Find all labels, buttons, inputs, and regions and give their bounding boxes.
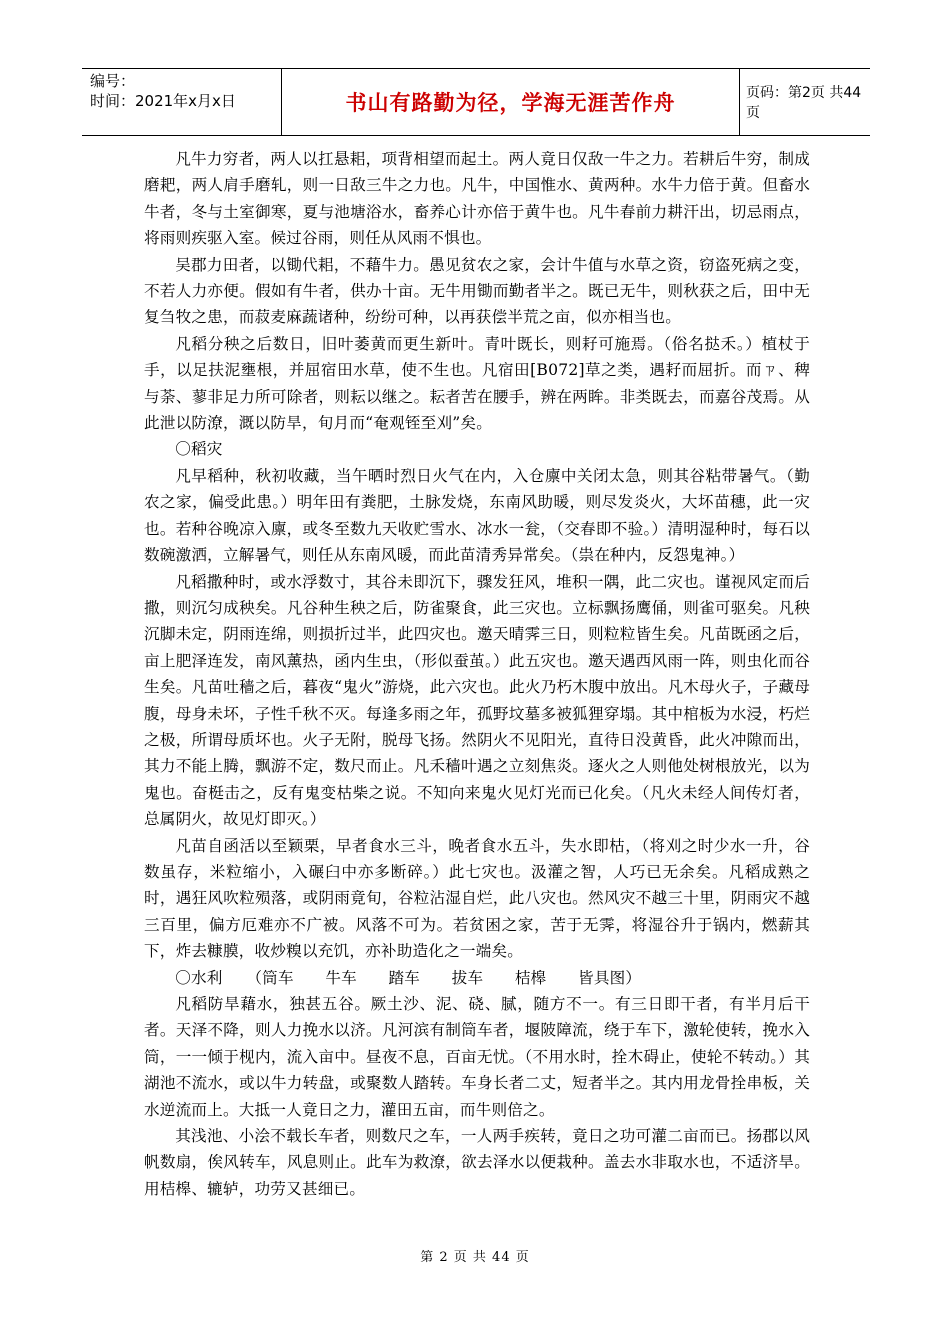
paragraph: 吴郡力田者，以锄代耜，不藉牛力。愚见贫农之家，会计牛值与水草之资，窃盗死病之变，不若人力亦便。假如有牛者，供办十亩。无牛用锄而勤者半之。既已无牛，则秋获之后，田中无复刍牧之患，而菽麦麻蔬诸种，纷纷可种，以再获偿半荒之亩，似亦相当也。	[144, 255, 810, 327]
document-date: 时间：2021年x月x日	[90, 92, 236, 110]
section-heading-rice-disasters: 〇稻灾	[175, 440, 223, 459]
paragraph: 凡稻撒种时，或水浮数寸，其谷未即沉下，骤发狂风，堆积一隅，此二灾也。谨视风定而后撒，则沉匀成秧矣。凡谷种生秧之后，防雀聚食，此三灾也。立标飘扬鹰俑，则雀可驱矣。凡秧沉脚未定，阴雨连绵，则损折过半，此四灾也。邀天晴霁三日，则粒粒皆生矣。凡苗既函之后，亩上肥泽连发，南风薰热，函内生虫，（形似蚕茧。）此五灾也。邀天遇西风雨一阵，则虫化而谷生矣。凡苗吐穑之后，暮夜“鬼火”游烧，此六灾也。此火乃朽木腹中放出。凡木母火子，子藏母腹，母身未坏，子性千秋不灭。每逢多雨之年，孤野坟墓多被狐狸穿塌。其中棺板为水浸，朽烂之极，所谓母质坏也。火子无附，脱母飞扬。然阴火不见阳光，直待日没黄昏，此火冲隙而出，其力不能上腾，飘游不定，数尺而止。凡禾穑叶遇之立刻焦炎。逐火之人则他处树根放光，以为鬼也。奋梃击之，反有鬼变枯柴之说。不知向来鬼火见灯光而已化矣。（凡火未经人间传灯者，总属阴火，故见灯即灭。）	[144, 572, 810, 829]
paragraph: 其浅池、小浍不载长车者，则数尺之车，一人两手疾转，竟日之功可灌二亩而已。扬郡以风帆数扇，俟风转车，风息则止。此车为救潦，欲去泽水以便栽种。盖去水非取水也，不适济旱。用桔槔、辘轳，功劳又甚细已。	[144, 1127, 810, 1198]
header-page-info	[740, 69, 870, 135]
page-info: 页码：第2页 共44页	[746, 85, 862, 121]
paragraph: 凡苗自函活以至颖栗，早者食水三斗，晚者食水五斗，失水即枯，（将刈之时少水一升，谷数虽存，米粒缩小，入碾臼中亦多断碎。）此七灾也。汲灌之智，人巧已无余矣。凡稻成熟之时，遇狂风吹粒殒落，或阴雨竟旬，谷粒沾湿自烂，此八灾也。然风灾不越三十里，阴雨灾不越三百里，偏方厄难亦不广被。风落不可为。若贫困之家，苦于无霁，将湿谷升于锅内，燃薪其下，炸去糠膜，收炒糗以充饥，亦补助造化之一端矣。	[144, 836, 810, 961]
paragraph: 凡稻防旱藉水，独甚五谷。厥土沙、泥、硗、腻，随方不一。有三日即干者，有半月后干者。天泽不降，则人力挽水以济。凡河滨有制筒车者，堰陂障流，绕于车下，激轮使转，挽水入筒，一一倾于枧内，流入亩中。昼夜不息，百亩无忧。（不用水时，拴木碍止，使轮不转动。）其湖池不流水，或以牛力转盘，或聚数人踏转。车身长者二丈，短者半之。其内用龙骨拴串板，关水逆流而上。大抵一人竟日之力，灌田五亩，而牛则倍之。	[144, 995, 810, 1119]
header-meta	[82, 69, 282, 135]
header-motto-cell	[282, 69, 740, 135]
paragraph: 凡稻分秧之后数日，旧叶萎黄而更生新叶。青叶既长，则耔可施焉。（俗名挞禾。）植杖于手，以足扶泥壅根，并屈宿田水草，使不生也。凡宿田[B072]草之类，遇耔而屈折。而ㄗ、稗与荼、蓼非足力所可除者，则耘以继之。耘者苦在腰手，辨在两眸。非类既去，而嘉谷茂焉。从此泄以防潦，溉以防旱，旬月而“奄观铚至刈”矣。	[144, 334, 810, 433]
page-footer: 第 2 页 共 44 页	[420, 1250, 530, 1265]
paragraph: 凡牛力穷者，两人以扛悬耜，项背相望而起土。两人竟日仅敌一牛之力。若耕后牛穷，制成磨耙，两人肩手磨轧，则一日敌三牛之力也。凡牛，中国惟水、黄两种。水牛力倍于黄。但畜水牛者，冬与土室御寒，夏与池塘浴水，畜养心计亦倍于黄牛也。凡牛春前力耕汗出，切忌雨点，将雨则疾驱入室。候过谷雨，则任从风雨不惧也。	[144, 150, 810, 248]
paragraph: 凡早稻种，秋初收藏，当午晒时烈日火气在内，入仓廪中关闭太急，则其谷粘带暑气。（勤农之家，偏受此患。）明年田有粪肥，土脉发烧，东南风助暖，则尽发炎火，大坏苗穗，此一灾也。若种谷晚凉入廪，或冬至数九天收贮雪水、冰水一瓮，（交春即不验。）清明湿种时，每石以数碗激洒，立解暑气，则任从东南风暖，而此苗清秀异常矣。（祟在种内，反怨鬼神。）	[144, 466, 810, 565]
page-header	[82, 68, 870, 136]
motto: 书山有路勤为径，学海无涯苦作舟	[345, 91, 676, 115]
document-number: 编号：	[90, 72, 136, 90]
section-heading-irrigation: 〇水利 （筒车 牛车 踏车 拔车 桔槔 皆具图）	[175, 968, 642, 987]
document-body	[144, 146, 810, 1202]
